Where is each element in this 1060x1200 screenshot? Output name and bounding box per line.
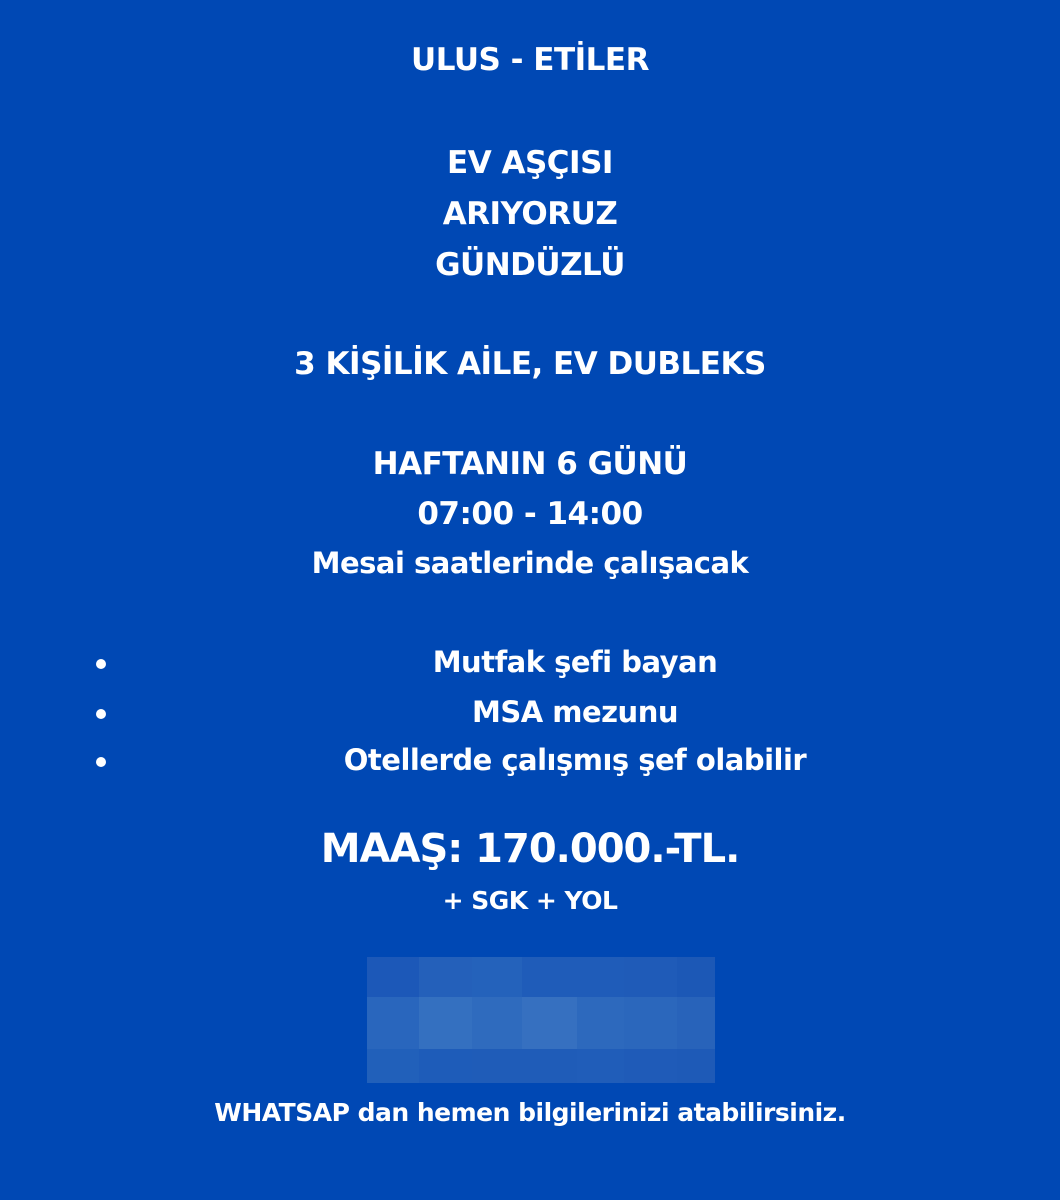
redaction-pixel: [577, 957, 624, 997]
redaction-pixel: [624, 957, 677, 997]
redaction-pixel: [419, 957, 472, 997]
redaction-pixel: [472, 957, 522, 997]
headline-line-1: EV AŞÇISI: [447, 145, 613, 181]
redaction-pixel: [677, 1049, 715, 1083]
headline-line-3: GÜNDÜZLÜ: [435, 247, 625, 283]
household-info: 3 KİŞİLİK AİLE, EV DUBLEKS: [294, 346, 766, 382]
redaction-pixel: [367, 997, 419, 1049]
salary-benefits: + SGK + YOL: [442, 886, 618, 915]
requirement-text: MSA mezunu: [472, 695, 678, 729]
redaction-pixel: [419, 1049, 472, 1083]
redaction-pixel: [472, 1049, 522, 1083]
bullet-icon: [96, 659, 106, 669]
redaction-pixel: [677, 997, 715, 1049]
redacted-contact-block: [367, 957, 715, 1083]
redaction-pixel: [522, 1049, 577, 1083]
redaction-pixel: [522, 957, 577, 997]
redaction-pixel: [522, 997, 577, 1049]
location-heading: ULUS - ETİLER: [411, 42, 649, 78]
requirement-text: Mutfak şefi bayan: [432, 645, 718, 679]
bullet-icon: [96, 757, 106, 767]
redaction-pixel: [577, 1049, 624, 1083]
redaction-pixel: [624, 997, 677, 1049]
redaction-pixel: [472, 997, 522, 1049]
redaction-pixel: [367, 957, 419, 997]
redaction-pixel: [624, 1049, 677, 1083]
redaction-pixel: [577, 997, 624, 1049]
redaction-pixel: [677, 957, 715, 997]
schedule-days: HAFTANIN 6 GÜNÜ: [372, 446, 688, 482]
schedule-note: Mesai saatlerinde çalışacak: [311, 546, 749, 580]
bullet-icon: [96, 709, 106, 719]
schedule-hours: 07:00 - 14:00: [417, 496, 643, 532]
whatsapp-cta: WHATSAP dan hemen bilgilerinizi atabilirsiniz.: [214, 1098, 846, 1127]
requirement-text: Otellerde çalışmış şef olabilir: [343, 743, 807, 777]
salary-amount: MAAŞ: 170.000.-TL.: [320, 826, 740, 872]
redaction-pixel: [419, 997, 472, 1049]
headline-line-2: ARIYORUZ: [442, 196, 618, 232]
redaction-pixel: [367, 1049, 419, 1083]
